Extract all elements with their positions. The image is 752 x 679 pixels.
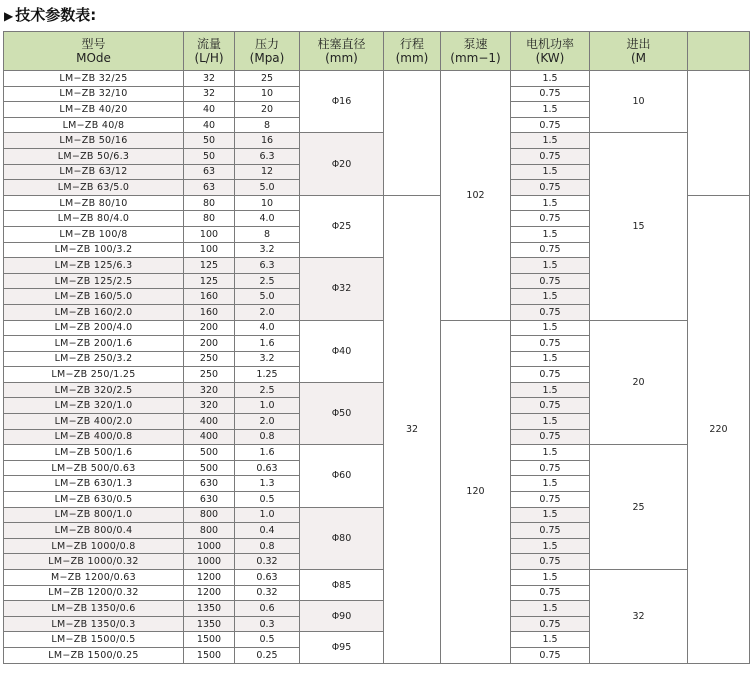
pressure-cell: 12 <box>235 164 300 180</box>
pressure-cell: 1.0 <box>235 398 300 414</box>
power-cell: 1.5 <box>511 289 590 305</box>
flow-cell: 160 <box>184 304 235 320</box>
model-cell: LM−ZB 800/0.4 <box>4 523 184 539</box>
model-cell: LM−ZB 160/5.0 <box>4 289 184 305</box>
model-cell: LM−ZB 63/5.0 <box>4 180 184 196</box>
model-cell: LM−ZB 32/25 <box>4 71 184 87</box>
flow-cell: 1200 <box>184 570 235 586</box>
flow-cell: 250 <box>184 351 235 367</box>
inout-cell: 25 <box>590 445 688 570</box>
model-cell: LM−ZB 630/0.5 <box>4 492 184 508</box>
pressure-cell: 0.8 <box>235 538 300 554</box>
pressure-cell: 1.6 <box>235 336 300 352</box>
flow-cell: 800 <box>184 523 235 539</box>
power-cell: 1.5 <box>511 164 590 180</box>
power-cell: 1.5 <box>511 601 590 617</box>
model-cell: M−ZB 1200/0.63 <box>4 570 184 586</box>
flow-cell: 630 <box>184 476 235 492</box>
pressure-cell: 0.32 <box>235 585 300 601</box>
table-row <box>4 320 750 336</box>
power-cell: 1.5 <box>511 445 590 461</box>
power-cell: 1.5 <box>511 507 590 523</box>
power-cell: 0.75 <box>511 180 590 196</box>
model-cell: LM−ZB 125/2.5 <box>4 273 184 289</box>
flow-cell: 400 <box>184 414 235 430</box>
spec-table <box>3 31 750 664</box>
pressure-cell: 6.3 <box>235 148 300 164</box>
power-cell: 0.75 <box>511 492 590 508</box>
pressure-cell: 2.0 <box>235 414 300 430</box>
model-cell: LM−ZB 630/1.3 <box>4 476 184 492</box>
speed-cell: 102 <box>441 71 511 321</box>
model-cell: LM−ZB 250/1.25 <box>4 367 184 383</box>
pressure-cell: 0.8 <box>235 429 300 445</box>
power-cell: 0.75 <box>511 585 590 601</box>
model-cell: LM−ZB 50/6.3 <box>4 148 184 164</box>
triangle-right-icon: ▶ <box>4 9 14 23</box>
header-speed: 泵速 (mm−1) <box>441 32 511 71</box>
power-cell: 0.75 <box>511 117 590 133</box>
power-cell: 0.75 <box>511 367 590 383</box>
model-cell: LM−ZB 32/10 <box>4 86 184 102</box>
power-cell: 1.5 <box>511 226 590 242</box>
power-cell: 0.75 <box>511 336 590 352</box>
pressure-cell: 4.0 <box>235 211 300 227</box>
power-cell: 1.5 <box>511 195 590 211</box>
power-cell: 0.75 <box>511 304 590 320</box>
pressure-cell: 10 <box>235 86 300 102</box>
model-cell: LM−ZB 1500/0.25 <box>4 647 184 663</box>
header-power: 电机功率 (KW) <box>511 32 590 71</box>
power-cell: 0.75 <box>511 523 590 539</box>
flow-cell: 1200 <box>184 585 235 601</box>
model-cell: LM−ZB 100/8 <box>4 226 184 242</box>
power-cell: 0.75 <box>511 211 590 227</box>
model-cell: LM−ZB 1000/0.8 <box>4 538 184 554</box>
flow-cell: 50 <box>184 133 235 149</box>
flow-cell: 800 <box>184 507 235 523</box>
flow-cell: 40 <box>184 102 235 118</box>
model-cell: LM−ZB 320/1.0 <box>4 398 184 414</box>
pressure-cell: 16 <box>235 133 300 149</box>
model-cell: LM−ZB 1000/0.32 <box>4 554 184 570</box>
flow-cell: 1500 <box>184 632 235 648</box>
spec-table-body <box>4 71 750 664</box>
model-cell: LM−ZB 40/20 <box>4 102 184 118</box>
power-cell: 1.5 <box>511 351 590 367</box>
plunger-cell: Φ25 <box>300 195 384 257</box>
flow-cell: 1350 <box>184 601 235 617</box>
flow-cell: 1000 <box>184 538 235 554</box>
pressure-cell: 1.6 <box>235 445 300 461</box>
plunger-cell: Φ40 <box>300 320 384 382</box>
model-cell: LM−ZB 40/8 <box>4 117 184 133</box>
model-cell: LM−ZB 400/2.0 <box>4 414 184 430</box>
flow-cell: 320 <box>184 398 235 414</box>
table-row <box>4 570 750 586</box>
model-cell: LM−ZB 500/1.6 <box>4 445 184 461</box>
model-cell: LM−ZB 320/2.5 <box>4 382 184 398</box>
model-cell: LM−ZB 125/6.3 <box>4 258 184 274</box>
flow-cell: 100 <box>184 226 235 242</box>
pressure-cell: 1.0 <box>235 507 300 523</box>
model-cell: LM−ZB 400/0.8 <box>4 429 184 445</box>
power-cell: 1.5 <box>511 382 590 398</box>
pressure-cell: 2.0 <box>235 304 300 320</box>
model-cell: LM−ZB 500/0.63 <box>4 460 184 476</box>
power-cell: 1.5 <box>511 102 590 118</box>
model-cell: LM−ZB 1350/0.6 <box>4 601 184 617</box>
pressure-cell: 3.2 <box>235 242 300 258</box>
power-cell: 1.5 <box>511 320 590 336</box>
power-cell: 0.75 <box>511 616 590 632</box>
model-cell: LM−ZB 63/12 <box>4 164 184 180</box>
flow-cell: 250 <box>184 367 235 383</box>
flow-cell: 1500 <box>184 647 235 663</box>
flow-cell: 80 <box>184 195 235 211</box>
model-cell: LM−ZB 100/3.2 <box>4 242 184 258</box>
model-cell: LM−ZB 250/3.2 <box>4 351 184 367</box>
model-cell: LM−ZB 800/1.0 <box>4 507 184 523</box>
plunger-cell: Φ80 <box>300 507 384 569</box>
flow-cell: 63 <box>184 180 235 196</box>
power-cell: 0.75 <box>511 148 590 164</box>
flow-cell: 50 <box>184 148 235 164</box>
power-cell: 1.5 <box>511 258 590 274</box>
pressure-cell: 2.5 <box>235 382 300 398</box>
header-flow: 流量 (L/H) <box>184 32 235 71</box>
model-cell: LM−ZB 1350/0.3 <box>4 616 184 632</box>
inout-cell: 32 <box>590 570 688 664</box>
flow-cell: 125 <box>184 258 235 274</box>
power-cell: 0.75 <box>511 429 590 445</box>
extra-cell <box>688 71 750 196</box>
power-cell: 1.5 <box>511 133 590 149</box>
table-row <box>4 71 750 87</box>
pressure-cell: 8 <box>235 117 300 133</box>
pressure-cell: 4.0 <box>235 320 300 336</box>
power-cell: 0.75 <box>511 460 590 476</box>
model-cell: LM−ZB 50/16 <box>4 133 184 149</box>
flow-cell: 63 <box>184 164 235 180</box>
model-cell: LM−ZB 1200/0.32 <box>4 585 184 601</box>
pressure-cell: 1.25 <box>235 367 300 383</box>
plunger-cell: Φ60 <box>300 445 384 507</box>
power-cell: 1.5 <box>511 570 590 586</box>
pressure-cell: 3.2 <box>235 351 300 367</box>
power-cell: 0.75 <box>511 647 590 663</box>
flow-cell: 200 <box>184 336 235 352</box>
pressure-cell: 6.3 <box>235 258 300 274</box>
model-cell: LM−ZB 80/10 <box>4 195 184 211</box>
flow-cell: 500 <box>184 460 235 476</box>
header-pressure: 压力 (Mpa) <box>235 32 300 71</box>
pressure-cell: 0.6 <box>235 601 300 617</box>
table-row <box>4 133 750 149</box>
extra-cell: 220 <box>688 195 750 663</box>
model-cell: LM−ZB 80/4.0 <box>4 211 184 227</box>
pressure-cell: 0.5 <box>235 632 300 648</box>
power-cell: 0.75 <box>511 273 590 289</box>
speed-cell: 120 <box>441 320 511 663</box>
flow-cell: 1000 <box>184 554 235 570</box>
pressure-cell: 2.5 <box>235 273 300 289</box>
power-cell: 1.5 <box>511 414 590 430</box>
header-model: 型号 MOde <box>4 32 184 71</box>
stroke-cell <box>384 71 441 196</box>
inout-cell: 10 <box>590 71 688 133</box>
header-row <box>4 32 750 71</box>
pressure-cell: 0.63 <box>235 570 300 586</box>
stroke-cell: 32 <box>384 195 441 663</box>
flow-cell: 200 <box>184 320 235 336</box>
inout-cell: 20 <box>590 320 688 445</box>
flow-cell: 320 <box>184 382 235 398</box>
pressure-cell: 25 <box>235 71 300 87</box>
pressure-cell: 0.25 <box>235 647 300 663</box>
power-cell: 0.75 <box>511 554 590 570</box>
power-cell: 1.5 <box>511 476 590 492</box>
flow-cell: 400 <box>184 429 235 445</box>
plunger-cell: Φ50 <box>300 382 384 444</box>
pressure-cell: 0.3 <box>235 616 300 632</box>
inout-cell: 15 <box>590 133 688 320</box>
table-row <box>4 445 750 461</box>
model-cell: LM−ZB 1500/0.5 <box>4 632 184 648</box>
power-cell: 1.5 <box>511 538 590 554</box>
pressure-cell: 0.63 <box>235 460 300 476</box>
flow-cell: 40 <box>184 117 235 133</box>
pressure-cell: 8 <box>235 226 300 242</box>
power-cell: 1.5 <box>511 632 590 648</box>
plunger-cell: Φ32 <box>300 258 384 320</box>
power-cell: 0.75 <box>511 242 590 258</box>
pressure-cell: 20 <box>235 102 300 118</box>
page-title <box>4 2 96 28</box>
flow-cell: 100 <box>184 242 235 258</box>
plunger-cell: Φ85 <box>300 570 384 601</box>
pressure-cell: 1.3 <box>235 476 300 492</box>
header-extra <box>688 32 750 71</box>
header-plunger: 柱塞直径 (mm) <box>300 32 384 71</box>
title-text: 技术参数表: <box>15 6 97 24</box>
plunger-cell: Φ90 <box>300 601 384 632</box>
pressure-cell: 10 <box>235 195 300 211</box>
flow-cell: 80 <box>184 211 235 227</box>
plunger-cell: Φ16 <box>300 71 384 133</box>
model-cell: LM−ZB 200/4.0 <box>4 320 184 336</box>
model-cell: LM−ZB 160/2.0 <box>4 304 184 320</box>
power-cell: 0.75 <box>511 398 590 414</box>
plunger-cell: Φ95 <box>300 632 384 663</box>
flow-cell: 630 <box>184 492 235 508</box>
flow-cell: 160 <box>184 289 235 305</box>
flow-cell: 32 <box>184 86 235 102</box>
pressure-cell: 5.0 <box>235 180 300 196</box>
flow-cell: 500 <box>184 445 235 461</box>
pressure-cell: 0.5 <box>235 492 300 508</box>
model-cell: LM−ZB 200/1.6 <box>4 336 184 352</box>
power-cell: 0.75 <box>511 86 590 102</box>
pressure-cell: 5.0 <box>235 289 300 305</box>
header-inout: 进出 (M <box>590 32 688 71</box>
flow-cell: 125 <box>184 273 235 289</box>
plunger-cell: Φ20 <box>300 133 384 195</box>
flow-cell: 1350 <box>184 616 235 632</box>
flow-cell: 32 <box>184 71 235 87</box>
pressure-cell: 0.32 <box>235 554 300 570</box>
header-stroke: 行程 (mm) <box>384 32 441 71</box>
pressure-cell: 0.4 <box>235 523 300 539</box>
power-cell: 1.5 <box>511 71 590 87</box>
